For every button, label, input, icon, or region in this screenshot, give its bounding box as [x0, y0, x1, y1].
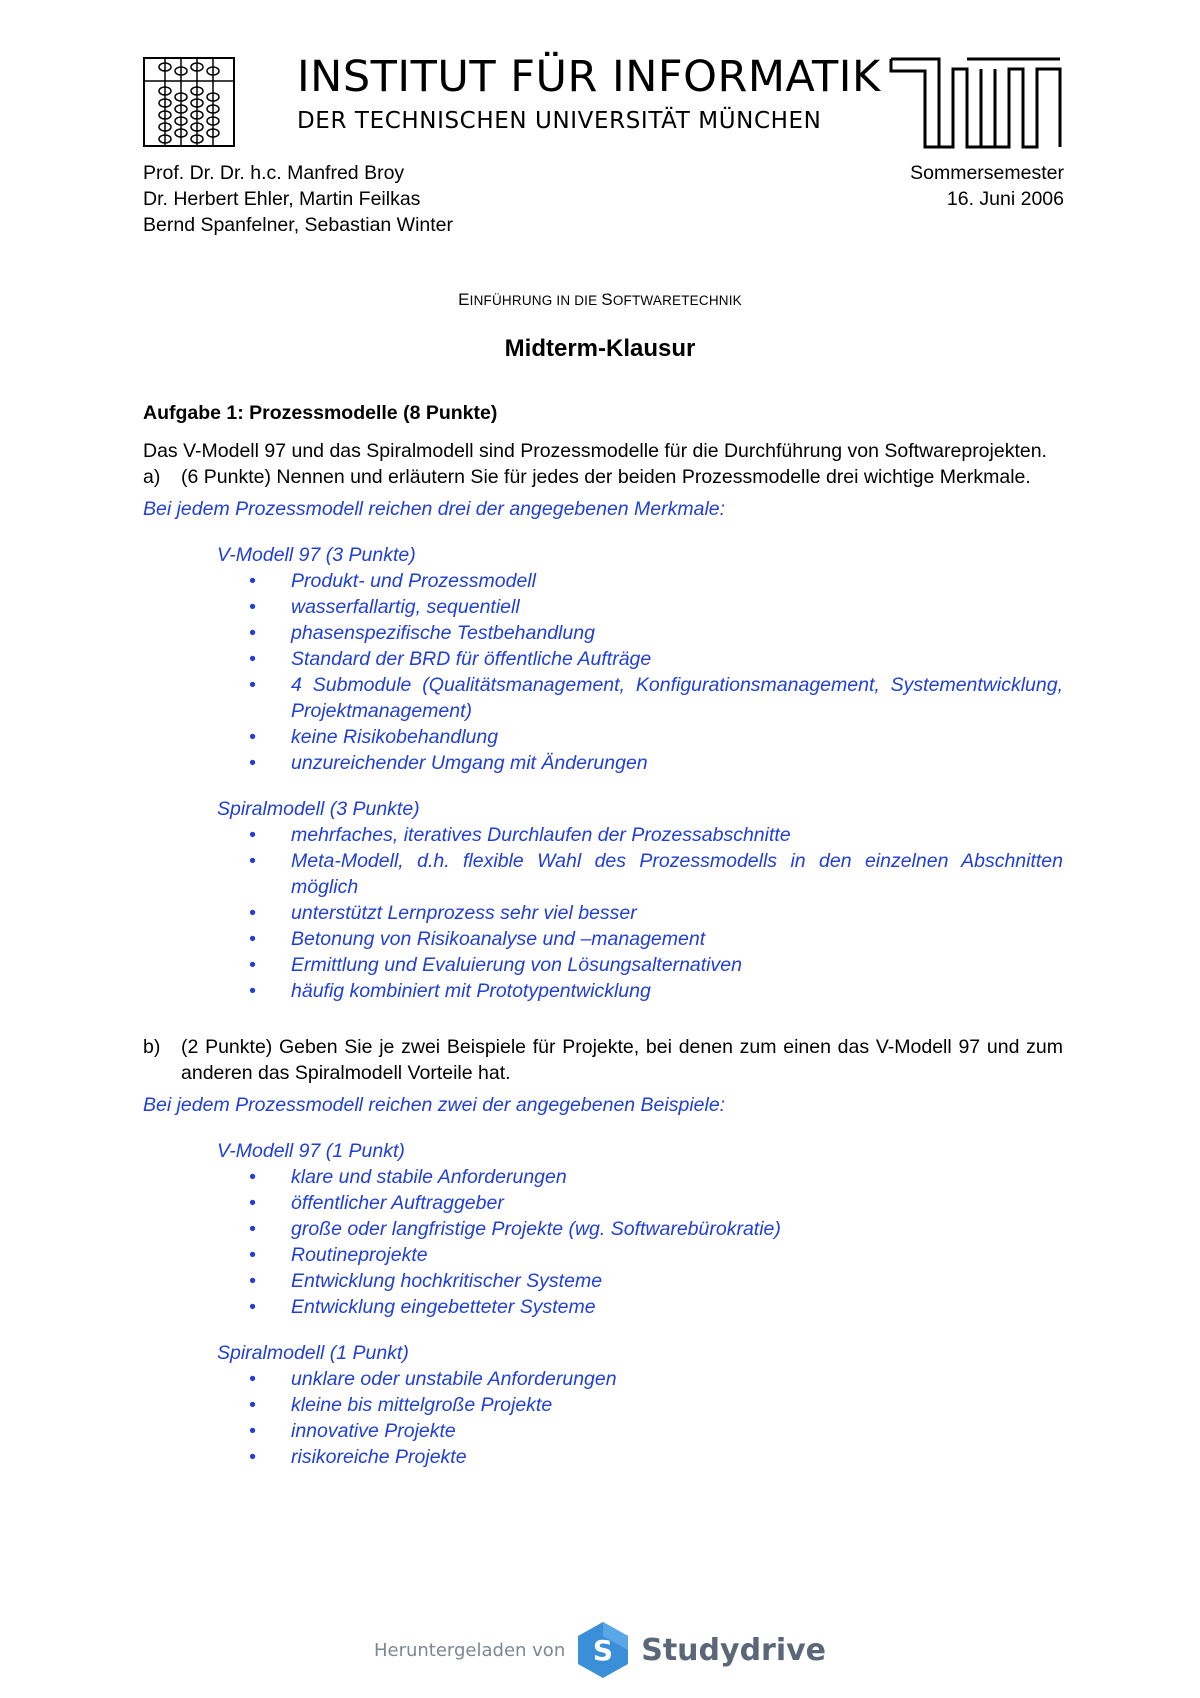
answer-group-title: V-Modell 97 (1 Punkt)	[217, 1140, 405, 1162]
informatik-logo-icon	[143, 57, 235, 147]
course-name	[0, 290, 1200, 310]
answer-note: Bei jedem Prozessmodell reichen zwei der angegebenen Beispiele:	[143, 1094, 726, 1116]
bullet-item	[217, 750, 1063, 776]
answer-group-title: Spiralmodell (3 Punkte)	[217, 798, 420, 820]
brand-icon-letter: S	[593, 1634, 614, 1667]
bullet-item	[217, 848, 1063, 900]
bullet-item	[217, 926, 1063, 952]
watermark-footer	[0, 1620, 1200, 1680]
bullet-text: Entwicklung eingebetteter Systeme	[291, 1296, 596, 1318]
bullet-icon: •	[249, 1420, 256, 1442]
bullet-item	[217, 620, 1063, 646]
bullet-icon: •	[249, 1446, 256, 1468]
subtask-a	[143, 464, 1063, 490]
subtask-label: b)	[143, 1036, 161, 1058]
bullet-icon: •	[249, 752, 256, 774]
bullet-icon: •	[249, 570, 256, 592]
bullet-item	[217, 1190, 1063, 1216]
bullet-list	[217, 822, 1063, 1004]
task-intro: Das V-Modell 97 und das Spiralmodell sind Prozessmodelle für die Durchführung von Softwareprojekten.	[143, 440, 1047, 462]
author-line: Dr. Herbert Ehler, Martin Feilkas	[143, 188, 421, 210]
author-line: Prof. Dr. Dr. h.c. Manfred Broy	[143, 162, 405, 184]
answer-groups-a	[143, 542, 1063, 1004]
bullet-text: unklare oder unstabile Anforderungen	[291, 1368, 617, 1390]
bullet-icon: •	[249, 622, 256, 644]
bullet-item	[217, 646, 1063, 672]
bullet-item	[217, 1216, 1063, 1242]
studydrive-logo-icon	[575, 1620, 631, 1680]
bullet-icon: •	[249, 1244, 256, 1266]
bullet-icon: •	[249, 928, 256, 950]
bullet-text: innovative Projekte	[291, 1420, 456, 1442]
bullet-icon: •	[249, 850, 256, 872]
bullet-icon: •	[249, 902, 256, 924]
institute-title: INSTITUT FÜR INFORMATIK	[297, 52, 881, 102]
subtask-text: (2 Punkte) Geben Sie je zwei Beispiele für Projekte, bei denen zum einen das V-Modell 97 und zum anderen das Spiralmodell Vorteile hat.	[181, 1036, 1063, 1084]
bullet-item	[217, 724, 1063, 750]
course-name-part: S	[601, 290, 613, 309]
bullet-icon: •	[249, 596, 256, 618]
bullet-item	[217, 822, 1063, 848]
bullet-text: Produkt- und Prozessmodell	[291, 570, 536, 592]
bullet-text: wasserfallartig, sequentiell	[291, 596, 520, 618]
bullet-text: klare und stabile Anforderungen	[291, 1166, 567, 1188]
bullet-text: Meta-Modell, d.h. flexible Wahl des Prozessmodells in den einzelnen Abschnitten möglich	[291, 850, 1063, 898]
semester-block	[910, 160, 1064, 212]
institute-subtitle: DER TECHNISCHEN UNIVERSITÄT MÜNCHEN	[297, 108, 822, 134]
bullet-item	[217, 1366, 1063, 1392]
downloaded-label: Heruntergeladen von	[373, 1639, 566, 1661]
answer-group	[217, 1340, 1063, 1470]
bullet-item	[217, 1242, 1063, 1268]
bullet-list	[217, 1164, 1063, 1320]
task-title: Aufgabe 1: Prozessmodelle (8 Punkte)	[143, 402, 498, 424]
bullet-text: Betonung von Risikoanalyse und –management	[291, 928, 706, 950]
answer-group	[217, 542, 1063, 776]
task-content	[143, 400, 1063, 1470]
bullet-item	[217, 1164, 1063, 1190]
bullet-text: Ermittlung und Evaluierung von Lösungsalternativen	[291, 954, 742, 976]
bullet-icon: •	[249, 1270, 256, 1292]
course-name-part: E	[458, 290, 470, 309]
bullet-icon: •	[249, 1218, 256, 1240]
answer-group-title: Spiralmodell (1 Punkt)	[217, 1342, 409, 1364]
bullet-icon: •	[249, 648, 256, 670]
bullet-item	[217, 1294, 1063, 1320]
bullet-text: keine Risikobehandlung	[291, 726, 499, 748]
bullet-icon: •	[249, 980, 256, 1002]
bullet-text: phasenspezifische Testbehandlung	[291, 622, 595, 644]
bullet-icon: •	[249, 674, 256, 696]
bullet-item	[217, 1444, 1063, 1470]
tum-logo-icon	[889, 57, 1062, 149]
bullet-icon: •	[249, 954, 256, 976]
authors-block	[143, 160, 453, 238]
exam-date: 16. Juni 2006	[946, 188, 1064, 210]
author-line: Bernd Spanfelner, Sebastian Winter	[143, 214, 454, 236]
bullet-text: Entwicklung hochkritischer Systeme	[291, 1270, 603, 1292]
bullet-icon: •	[249, 1166, 256, 1188]
bullet-item	[217, 978, 1063, 1004]
bullet-icon: •	[249, 1394, 256, 1416]
bullet-icon: •	[249, 1296, 256, 1318]
bullet-text: öffentlicher Auftraggeber	[291, 1192, 504, 1214]
answer-note: Bei jedem Prozessmodell reichen drei der angegebenen Merkmale:	[143, 498, 726, 520]
bullet-text: unzureichender Umgang mit Änderungen	[291, 752, 648, 774]
answer-groups-b	[143, 1138, 1063, 1470]
bullet-text: mehrfaches, iteratives Durchlaufen der Prozessabschnitte	[291, 824, 791, 846]
bullet-text: kleine bis mittelgroße Projekte	[291, 1394, 553, 1416]
answer-group-title: V-Modell 97 (3 Punkte)	[217, 544, 416, 566]
bullet-item	[217, 1268, 1063, 1294]
course-name-part: OFTWARETECHNIK	[612, 293, 742, 308]
bullet-icon: •	[249, 726, 256, 748]
bullet-icon: •	[249, 824, 256, 846]
studydrive-brand: Studydrive	[641, 1632, 827, 1668]
course-name-part: INFÜHRUNG IN DIE	[469, 293, 602, 308]
bullet-text: unterstützt Lernprozess sehr viel besser	[291, 902, 637, 924]
bullet-item	[217, 594, 1063, 620]
subtask-label: a)	[143, 466, 161, 488]
bullet-icon: •	[249, 1368, 256, 1390]
answer-group	[217, 1138, 1063, 1320]
bullet-text: Standard der BRD für öffentliche Aufträge	[291, 648, 652, 670]
bullet-item	[217, 1392, 1063, 1418]
bullet-text: Routineprojekte	[291, 1244, 428, 1266]
subtask-b	[143, 1034, 1063, 1086]
answer-group	[217, 796, 1063, 1004]
bullet-list	[217, 568, 1063, 776]
bullet-item	[217, 1418, 1063, 1444]
semester: Sommersemester	[910, 162, 1064, 184]
bullet-icon: •	[249, 1192, 256, 1214]
bullet-text: große oder langfristige Projekte (wg. Softwarebürokratie)	[291, 1218, 781, 1240]
bullet-item	[217, 952, 1063, 978]
subtask-text: (6 Punkte) Nennen und erläutern Sie für jedes der beiden Prozessmodelle drei wichtige Merkmale.	[181, 466, 1031, 488]
document-title: Midterm-Klausur	[504, 335, 696, 362]
bullet-item	[217, 900, 1063, 926]
bullet-item	[217, 672, 1063, 724]
bullet-text: häufig kombiniert mit Prototypentwicklung	[291, 980, 651, 1002]
bullet-text: 4 Submodule (Qualitätsmanagement, Konfigurationsmanagement, Systementwicklung, Projektmanagement)	[291, 674, 1063, 722]
bullet-text: risikoreiche Projekte	[291, 1446, 467, 1468]
bullet-item	[217, 568, 1063, 594]
bullet-list	[217, 1366, 1063, 1470]
